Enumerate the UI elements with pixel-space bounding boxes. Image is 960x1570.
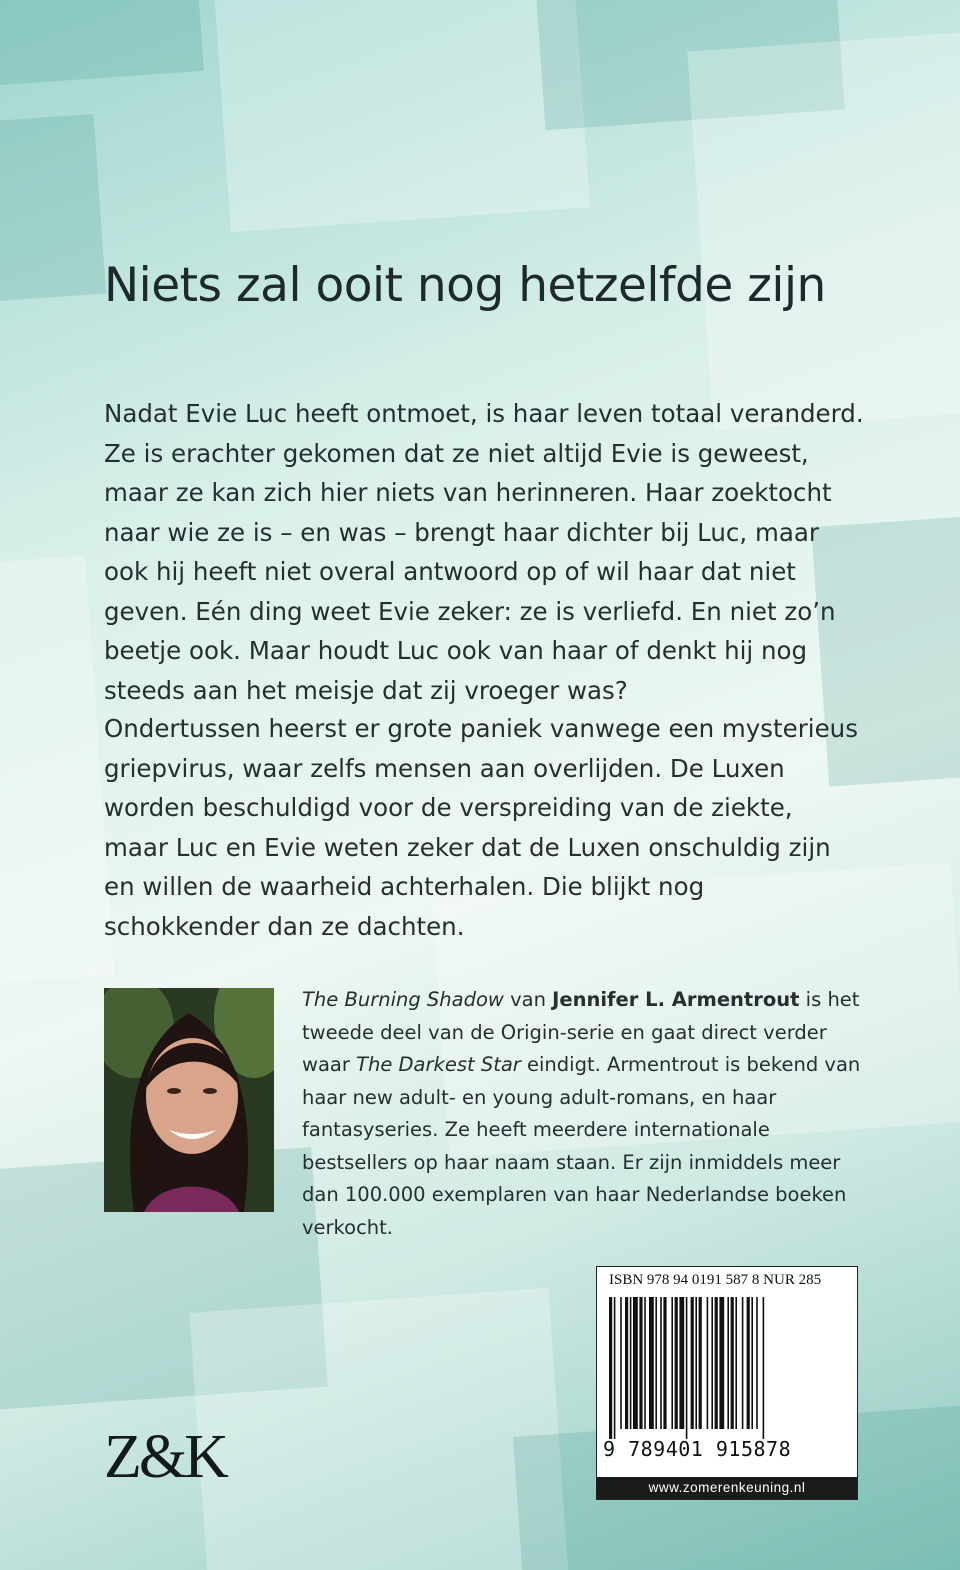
publisher-website: www.zomerenkeuning.nl — [597, 1477, 857, 1499]
isbn-line: ISBN 978 94 0191 587 8 NUR 285 — [609, 1272, 822, 1288]
cover-headline: Niets zal ooit nog hetzelfde zijn — [104, 258, 826, 313]
blurb-paragraph-2: Ondertussen heerst er grote paniek vanwege een mysterieus griepvirus, waar zelfs mensen aan overlijden. De Luxen worden beschuldigd voor de verspreiding van de ziekte, maar Luc en Evie weten zeker dat de Luxen onschuldig zijn en willen de waarheid achterhalen. Die blijkt nog schokkender dan ze dachten. — [104, 714, 858, 941]
barcode-bars — [609, 1297, 845, 1439]
isbn-barcode — [596, 1266, 858, 1500]
author-name: Jennifer L. Armentrout — [552, 988, 800, 1011]
author-photo — [104, 988, 274, 1212]
barcode-digits: 9 789401 915878 — [603, 1437, 792, 1461]
blurb-paragraph-1: Nadat Evie Luc heeft ontmoet, is haar leven totaal veranderd. Ze is erachter gekomen dat ze niet altijd Evie is geweest, maar ze kan zich hier niets van herinneren. Haar zoektocht naar wie ze is – en was – brengt haar dichter bij Luc, maar ook hij heeft niet overal antwoord op of wil haar dat niet geven. Eén ding weet Evie zeker: ze is verliefd. En niet zo’n beetje ook. Maar houdt Luc ook van haar of denkt hij nog steeds aan het meisje dat zij vroeger was? — [104, 399, 864, 705]
author-bio: The Burning Shadow van Jennifer L. Armentrout is het tweede deel van de Origin-serie en gaat direct verder waar The Darkest Star eindigt. Armentrout is bekend van haar new adult- en young adult-romans, en haar fantasyseries. Ze heeft meerdere internationale bestsellers op haar naam staan. Er zijn inmiddels meer dan 100.000 exemplaren van haar Nederlandse boeken verkocht. — [302, 988, 861, 1239]
previous-book-title: The Darkest Star — [356, 1053, 521, 1076]
publisher-logo: Z&K — [104, 1423, 226, 1491]
book-title: The Burning Shadow — [302, 988, 504, 1011]
